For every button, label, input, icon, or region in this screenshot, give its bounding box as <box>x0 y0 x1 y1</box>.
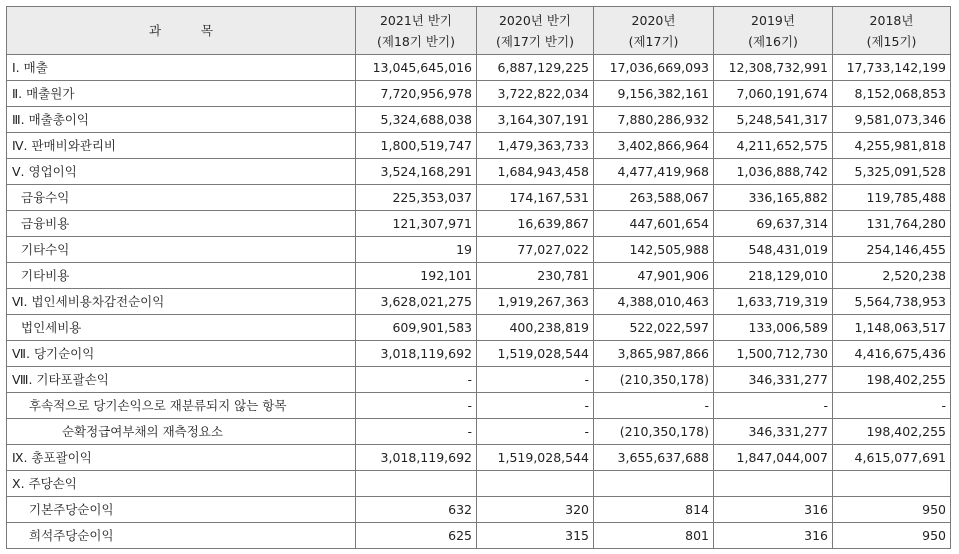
header-account-label: 과 목 <box>7 7 356 55</box>
row-account-label: 후속적으로 당기손익으로 재분류되지 않는 항목 <box>7 393 356 419</box>
row-value-cell: 1,919,267,363 <box>477 289 594 315</box>
row-account-label: 희석주당순이익 <box>7 523 356 549</box>
row-account-label: Ⅰ. 매출 <box>7 55 356 81</box>
row-account-label: Ⅸ. 총포괄이익 <box>7 445 356 471</box>
row-value-cell: 1,036,888,742 <box>714 159 833 185</box>
row-value-cell: 4,615,077,691 <box>833 445 951 471</box>
table-row <box>7 497 951 523</box>
row-value-cell: 8,152,068,853 <box>833 81 951 107</box>
row-value-cell: (210,350,178) <box>594 419 714 445</box>
table-row <box>7 159 951 185</box>
row-value-cell: 801 <box>594 523 714 549</box>
table-row <box>7 107 951 133</box>
row-account-label: Ⅳ. 판매비와관리비 <box>7 133 356 159</box>
row-value-cell: 3,164,307,191 <box>477 107 594 133</box>
row-value-cell: 1,800,519,747 <box>356 133 477 159</box>
row-account-label: Ⅲ. 매출총이익 <box>7 107 356 133</box>
header-col-2 <box>477 7 594 55</box>
table-header-row <box>7 7 951 55</box>
row-value-cell: 198,402,255 <box>833 419 951 445</box>
row-value-cell: 198,402,255 <box>833 367 951 393</box>
row-value-cell: 548,431,019 <box>714 237 833 263</box>
row-value-cell: 4,477,419,968 <box>594 159 714 185</box>
row-value-cell: 950 <box>833 497 951 523</box>
row-value-cell: - <box>833 393 951 419</box>
row-value-cell: 4,416,675,436 <box>833 341 951 367</box>
table-row <box>7 367 951 393</box>
row-value-cell: 3,018,119,692 <box>356 445 477 471</box>
row-value-cell: - <box>594 393 714 419</box>
row-value-cell: 121,307,971 <box>356 211 477 237</box>
row-value-cell: 263,588,067 <box>594 185 714 211</box>
row-value-cell: 7,720,956,978 <box>356 81 477 107</box>
header-term: (제16기) <box>748 33 798 49</box>
header-period: 2018년 <box>869 12 914 28</box>
row-value-cell: 16,639,867 <box>477 211 594 237</box>
row-value-cell: (210,350,178) <box>594 367 714 393</box>
row-account-label: Ⅴ. 영업이익 <box>7 159 356 185</box>
row-account-label: 금융비용 <box>7 211 356 237</box>
row-value-cell: 3,402,866,964 <box>594 133 714 159</box>
header-period: 2020년 반기 <box>498 12 571 28</box>
row-value-cell: 17,733,142,199 <box>833 55 951 81</box>
table-row <box>7 133 951 159</box>
row-value-cell: 346,331,277 <box>714 367 833 393</box>
row-value-cell: 192,101 <box>356 263 477 289</box>
table-row <box>7 393 951 419</box>
row-value-cell: 225,353,037 <box>356 185 477 211</box>
row-account-label: 기본주당순이익 <box>7 497 356 523</box>
header-term: (제17기) <box>628 33 679 49</box>
table-row <box>7 185 951 211</box>
row-value-cell: 7,880,286,932 <box>594 107 714 133</box>
row-value-cell: 5,325,091,528 <box>833 159 951 185</box>
row-value-cell: 4,388,010,463 <box>594 289 714 315</box>
row-account-label: 순확정급여부채의 재측정요소 <box>7 419 356 445</box>
financial-statement-table <box>6 6 951 549</box>
row-value-cell: 13,045,645,016 <box>356 55 477 81</box>
row-value-cell: 315 <box>477 523 594 549</box>
row-value-cell: 9,156,382,161 <box>594 81 714 107</box>
row-value-cell: 1,148,063,517 <box>833 315 951 341</box>
row-value-cell: 814 <box>594 497 714 523</box>
row-value-cell: 7,060,191,674 <box>714 81 833 107</box>
header-col-4 <box>714 7 833 55</box>
header-col-1 <box>356 7 477 55</box>
row-account-label: 기타비용 <box>7 263 356 289</box>
row-value-cell: 5,324,688,038 <box>356 107 477 133</box>
row-value-cell: 1,500,712,730 <box>714 341 833 367</box>
row-value-cell: 77,027,022 <box>477 237 594 263</box>
row-value-cell: 1,479,363,733 <box>477 133 594 159</box>
row-value-cell: 119,785,488 <box>833 185 951 211</box>
row-value-cell: 4,255,981,818 <box>833 133 951 159</box>
table-row <box>7 341 951 367</box>
header-term: (제18기 반기) <box>377 33 455 49</box>
row-value-cell: 230,781 <box>477 263 594 289</box>
row-account-label: Ⅶ. 당기순이익 <box>7 341 356 367</box>
row-value-cell: 400,238,819 <box>477 315 594 341</box>
header-period: 2020년 <box>631 12 676 28</box>
row-value-cell: 320 <box>477 497 594 523</box>
table-row <box>7 523 951 549</box>
row-value-cell: 1,519,028,544 <box>477 445 594 471</box>
table-row <box>7 263 951 289</box>
row-account-label: 법인세비용 <box>7 315 356 341</box>
row-value-cell: 522,022,597 <box>594 315 714 341</box>
row-value-cell: 1,847,044,007 <box>714 445 833 471</box>
row-account-label: 금융수익 <box>7 185 356 211</box>
row-value-cell: - <box>477 419 594 445</box>
header-period: 2019년 <box>751 12 795 28</box>
row-value-cell: 19 <box>356 237 477 263</box>
table-row <box>7 55 951 81</box>
header-col-3 <box>594 7 714 55</box>
table-body <box>7 55 951 549</box>
row-value-cell: 1,519,028,544 <box>477 341 594 367</box>
row-value-cell: 12,308,732,991 <box>714 55 833 81</box>
row-value-cell: 3,655,637,688 <box>594 445 714 471</box>
row-value-cell: 447,601,654 <box>594 211 714 237</box>
row-value-cell: 17,036,669,093 <box>594 55 714 81</box>
table-row <box>7 445 951 471</box>
row-value-cell: 142,505,988 <box>594 237 714 263</box>
row-value-cell: 3,018,119,692 <box>356 341 477 367</box>
table-row <box>7 419 951 445</box>
row-value-cell: 174,167,531 <box>477 185 594 211</box>
row-value-cell: - <box>714 393 833 419</box>
header-period: 2021년 반기 <box>379 12 452 28</box>
row-account-label: Ⅱ. 매출원가 <box>7 81 356 107</box>
table-row <box>7 315 951 341</box>
row-value-cell: 3,524,168,291 <box>356 159 477 185</box>
row-value-cell <box>714 471 833 497</box>
row-value-cell: 6,887,129,225 <box>477 55 594 81</box>
row-value-cell: 9,581,073,346 <box>833 107 951 133</box>
row-value-cell: 625 <box>356 523 477 549</box>
table-row <box>7 211 951 237</box>
header-term: (제15기) <box>866 33 917 49</box>
row-value-cell: 131,764,280 <box>833 211 951 237</box>
row-value-cell: 1,633,719,319 <box>714 289 833 315</box>
row-value-cell: - <box>477 393 594 419</box>
table-row <box>7 289 951 315</box>
row-value-cell: 316 <box>714 497 833 523</box>
row-account-label: 기타수익 <box>7 237 356 263</box>
row-value-cell: 254,146,455 <box>833 237 951 263</box>
row-value-cell: 4,211,652,575 <box>714 133 833 159</box>
row-value-cell: 609,901,583 <box>356 315 477 341</box>
row-value-cell: 3,628,021,275 <box>356 289 477 315</box>
row-value-cell: 950 <box>833 523 951 549</box>
row-value-cell: 3,865,987,866 <box>594 341 714 367</box>
row-value-cell <box>594 471 714 497</box>
row-value-cell: - <box>356 393 477 419</box>
row-value-cell: 316 <box>714 523 833 549</box>
row-value-cell: - <box>356 419 477 445</box>
row-account-label: Ⅵ. 법인세비용차감전순이익 <box>7 289 356 315</box>
header-term: (제17기 반기) <box>496 33 574 49</box>
row-value-cell: - <box>477 367 594 393</box>
row-value-cell: 3,722,822,034 <box>477 81 594 107</box>
table-row <box>7 237 951 263</box>
row-value-cell: 5,248,541,317 <box>714 107 833 133</box>
row-value-cell: 336,165,882 <box>714 185 833 211</box>
table-row <box>7 81 951 107</box>
table-row <box>7 471 951 497</box>
row-value-cell: 69,637,314 <box>714 211 833 237</box>
row-value-cell <box>477 471 594 497</box>
row-value-cell <box>356 471 477 497</box>
row-value-cell: 346,331,277 <box>714 419 833 445</box>
row-value-cell: 2,520,238 <box>833 263 951 289</box>
row-value-cell <box>833 471 951 497</box>
row-account-label: Ⅷ. 기타포괄손익 <box>7 367 356 393</box>
row-value-cell: 47,901,906 <box>594 263 714 289</box>
header-col-5 <box>833 7 951 55</box>
row-value-cell: 218,129,010 <box>714 263 833 289</box>
row-value-cell: 5,564,738,953 <box>833 289 951 315</box>
row-account-label: Ⅹ. 주당손익 <box>7 471 356 497</box>
row-value-cell: 632 <box>356 497 477 523</box>
row-value-cell: 133,006,589 <box>714 315 833 341</box>
row-value-cell: 1,684,943,458 <box>477 159 594 185</box>
row-value-cell: - <box>356 367 477 393</box>
